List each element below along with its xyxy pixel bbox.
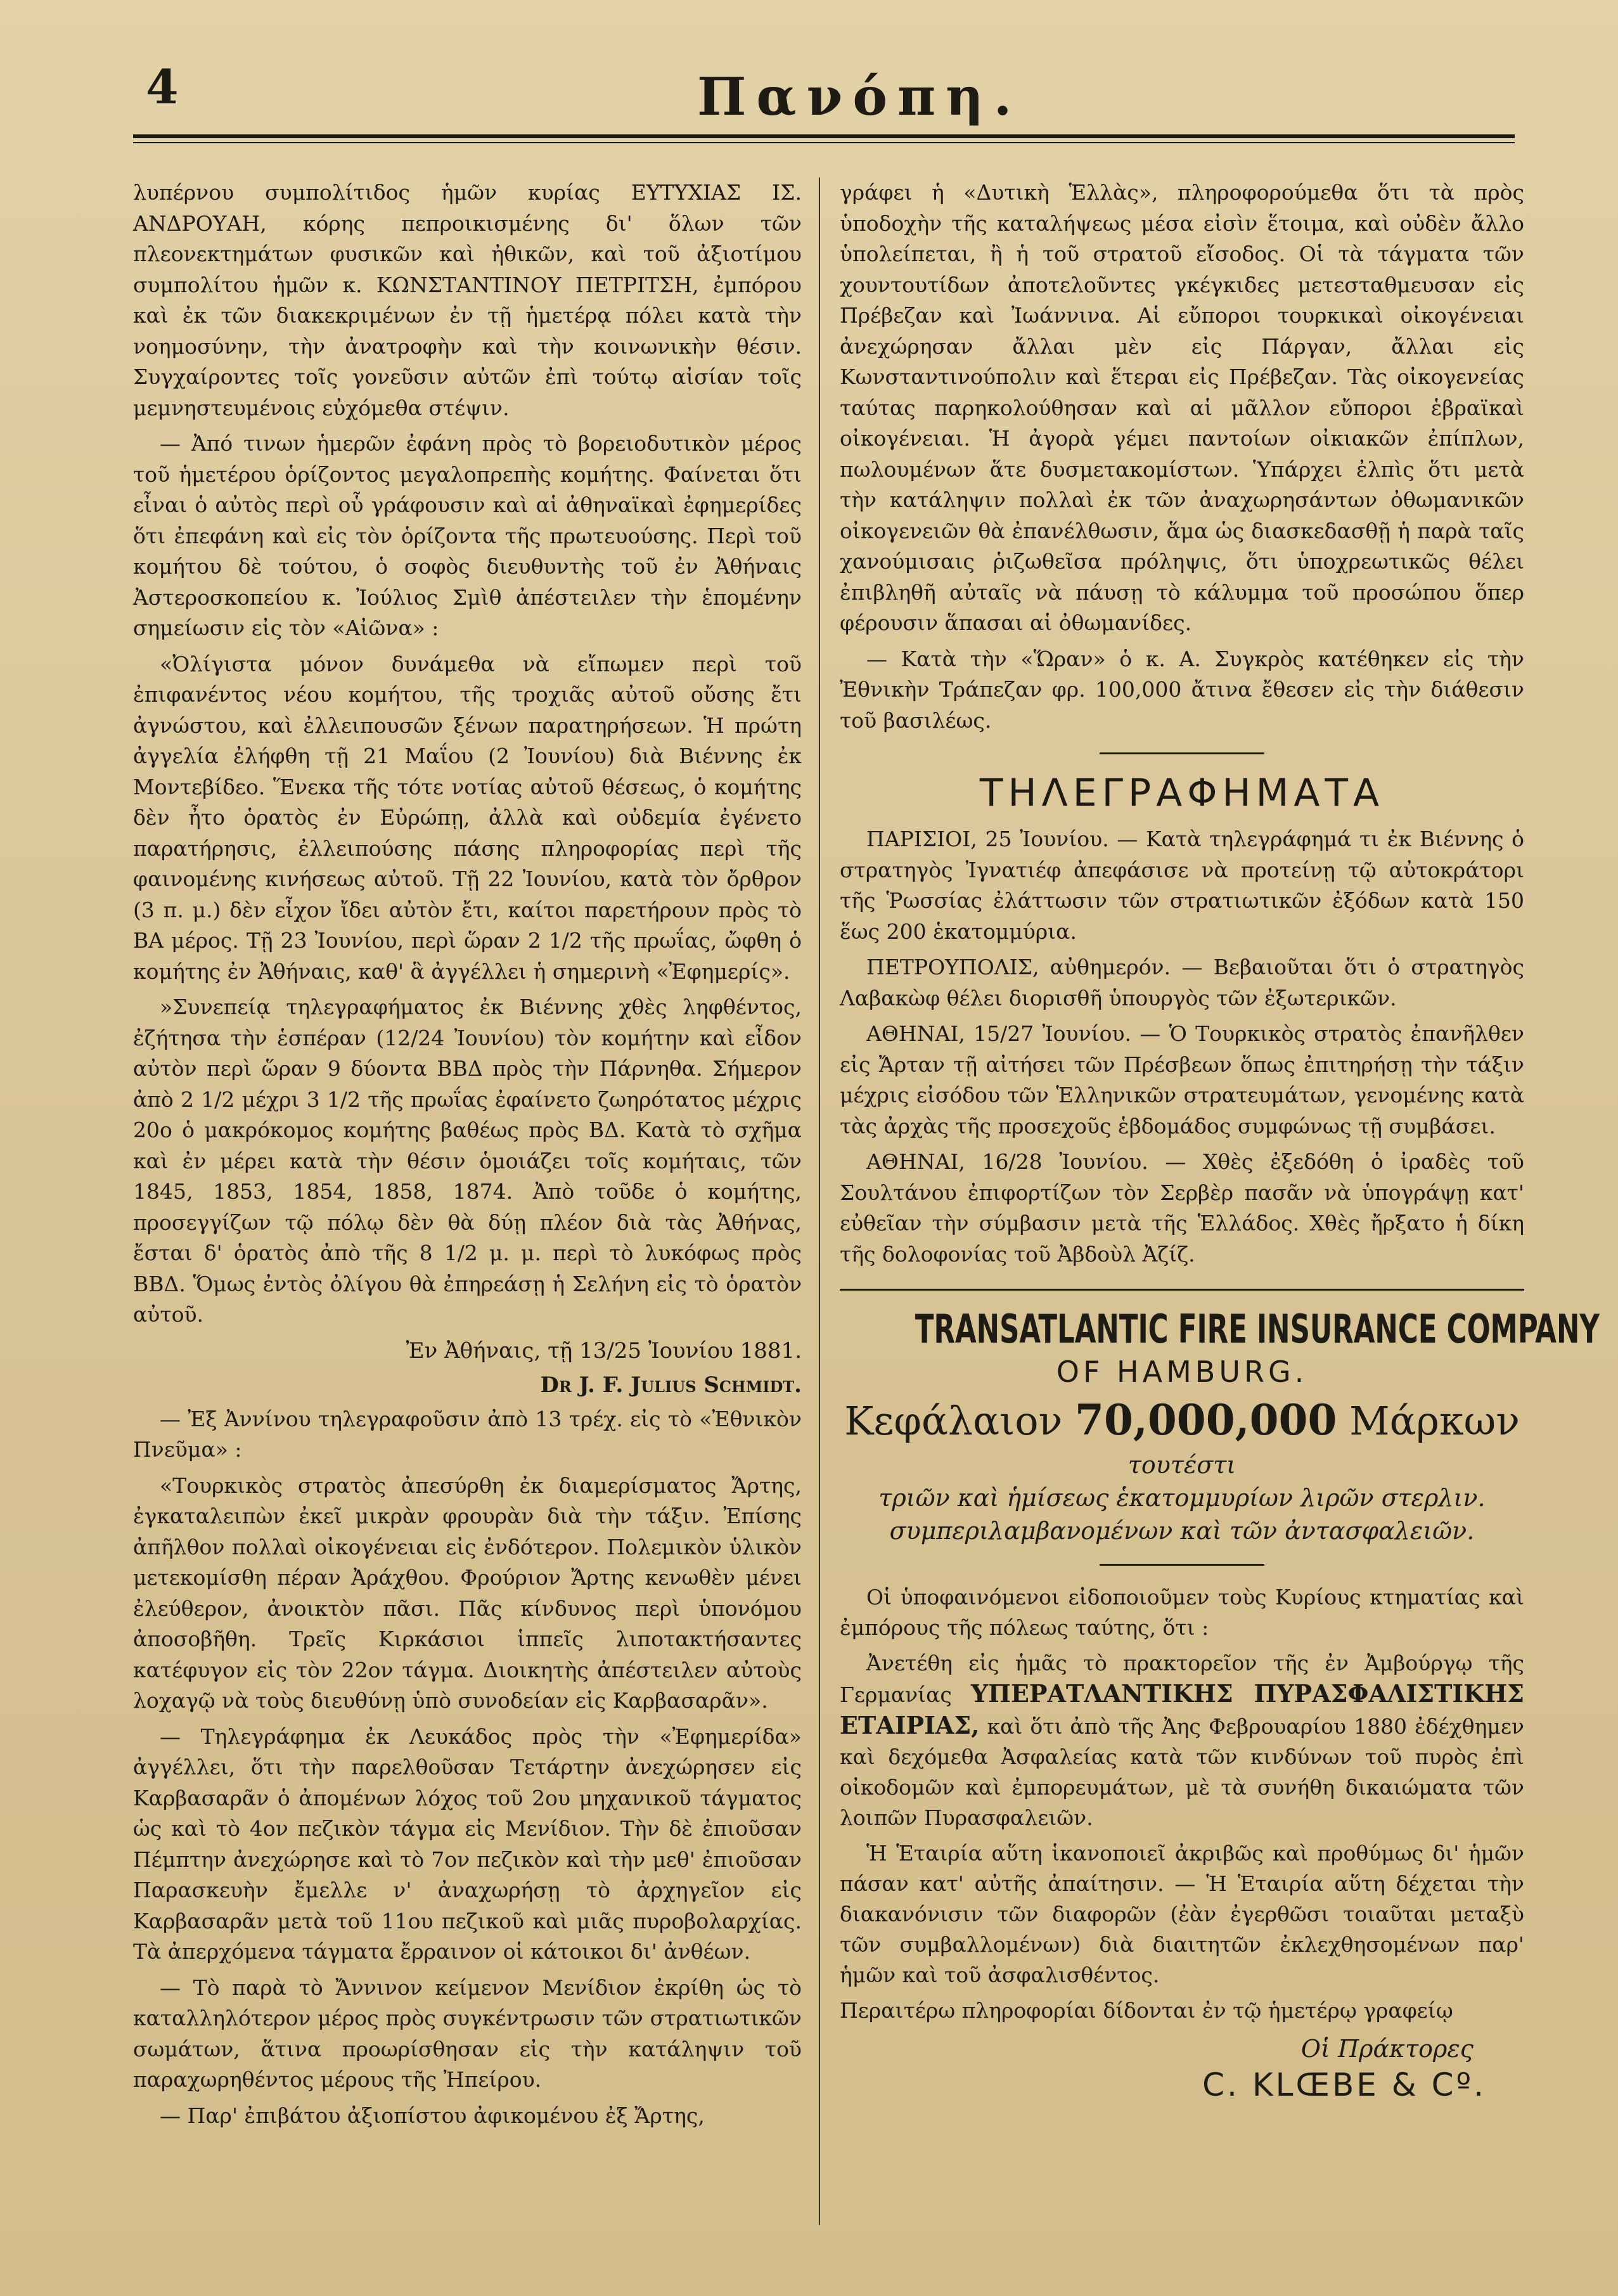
ioannina-telegram-text: «Τουρκικὸς στρατὸς ἀπεσύρθη ἐκ διαμερίσματος Ἄρτης, ἐγκαταλειπὼν ἐκεῖ μικρὰν φρουρὰν διὰ τὴν τάξιν. Ἐπίσης ἀπῆλθον πολλαὶ οἰκογένειαι εἰς ἐνδότερον. Πολεμικὸν ὑλικὸν μετεκομίσθη πέραν Ἀράχθου. Φρούριον Ἄρτης κενωθὲν μένει ἐλεύθερον, ἀνοικτὸν πᾶσι. Πᾶς κίνδυνος περὶ ὑπονόμου ἀποσοβῆθη. Τρεῖς Κιρκάσιοι ἱππεῖς λιποτακτήσαντες κατέφυγον εἰς τὸν 22ον τάγμα. Διοικητὴς ἀπέστειλεν αὐτοὺς λοχαγῷ νὰ τοὺς διευθύνῃ ὑπὸ συνοδείαν εἰς Καρβασαρᾶν». bbox=[133, 1473, 802, 1713]
ad-line-3: συμπεριλαμβανομένων καὶ τῶν ἀντασφαλειῶν. bbox=[889, 1517, 1475, 1545]
ioannina-telegram-intro: — Ἐξ Ἀννίνου τηλεγραφοῦσιν ἀπὸ 13 τρέχ. εἰς τὸ «Ἐθνικὸν Πνεῦμα» : bbox=[133, 1406, 802, 1462]
masthead-rule bbox=[133, 134, 1515, 138]
ad-capital-unit: Μάρκων bbox=[1349, 1398, 1520, 1444]
ad-company-title: TRANSATLANTIC FIRE INSURANCE COMPANY bbox=[915, 1306, 1600, 1352]
right-column bbox=[840, 177, 1600, 2103]
ad-paragraph-2-end: καὶ ὅτι ἀπὸ τῆς Ἀης Φεβρουαρίου 1880 ἐδέχθημεν καὶ δεχόμεθα Ἀσφαλείας κατὰ τῶν κινδύνων τοῦ πυρὸς ἐπὶ οἰκοδομῶν καὶ ἐμπορευμάτων, μὲ τὰ συνήθη δικαιώματα τῶν λοιπῶν Πυρασφαλειῶν. bbox=[840, 1714, 1524, 1830]
ad-line-1: τουτέστι bbox=[1127, 1451, 1236, 1479]
comet-article-intro: — Ἀπό τινων ἡμερῶν ἐφάνη πρὸς τὸ βορειοδυτικὸν μέρος τοῦ ἡμετέρου ὁρίζοντος μεγαλοπρεπὴς κομήτης. Φαίνεται ὅτι εἶναι ὁ αὐτὸς περὶ οὗ γράφουσιν καὶ αἱ ἀθηναϊκαὶ ἐφημερίδες ὅτι ἐπεφάνη καὶ εἰς τὸν ὁρίζοντα τῆς πρωτευούσης. Περὶ τοῦ κομήτου δὲ τούτου, ὁ σοφὸς διευθυντὴς τοῦ ἐν Ἀθήναις Ἀστεροσκοπείου κ. Ἰούλιος Σμὶθ ἀπέστειλεν τὴν ἑπομένην σημείωσιν εἰς τὸν «Αἰῶνα» : bbox=[133, 431, 802, 640]
signature-author: Dr J. F. Julius Schmidt. bbox=[540, 1372, 802, 1398]
ad-paragraph-4: Περαιτέρω πληροφορίαι δίδονται ἐν τῷ ἡμετέρῳ γραφείῳ bbox=[840, 1998, 1453, 2023]
ad-body bbox=[840, 1582, 1524, 2026]
comet-report-part1: «Ὀλίγιστα μόνον δυνάμεθα νὰ εἴπωμεν περὶ τοῦ ἐπιφανέντος νέου κομήτου, τῆς τροχιᾶς αὐτοῦ οὔσης ἔτι ἀγνώστου, καὶ ἐλλειπουσῶν ξένων παρατηρήσεων. Ἡ πρώτη ἀγγελία ἐλήφθη τῇ 21 Μαΐου (2 Ἰουνίου) διὰ Βιέννης ἐκ Μοντεβίδεο. Ἕνεκα τῆς τότε νοτίας αὐτοῦ θέσεως, ὁ κομήτης δὲν ἦτο ὁρατὸς ἐν Εὐρώπῃ, ἀλλὰ καὶ οὐδεμία ἐγένετο παρατήρησις, ἐλλειπούσης πάσης πληροφορίας περὶ τῆς φαινομένης κινήσεως αὐτοῦ. Τῇ 22 Ἰουνίου, κατὰ τὸν ὄρθρον (3 π. μ.) δὲν εἶχον ἴδει αὐτὸν ἔτι, καίτοι παρετήρουν πρὸς τὸ ΒΑ μέρος. Τῇ 23 Ἰουνίου, περὶ ὥραν 2 1/2 τῆς πρωΐας, ὤφθη ὁ κομήτης ἐν Ἀθήναις, καθ' ἃ ἀγγέλλει ἡ σημερινὴ «Ἐφημερίς». bbox=[133, 651, 802, 984]
comet-report-part2: »Συνεπείᾳ τηλεγραφήματος ἐκ Βιέννης χθὲς ληφθέντος, ἐζήτησα τὴν ἑσπέραν (12/24 Ἰουνίου) τὸν κομήτην καὶ εἶδον αὐτὸν περὶ ὥραν 9 δύοντα ΒΒΔ πρὸς τὴν Πάρνηθα. Σήμερον ἀπὸ 2 1/2 μέχρι 3 1/2 τῆς πρωΐας ἐφαίνετο ζωηρότατος μέχρις 20ο ὁ μακρόκομος κομήτης βαθέως πρὸς ΒΔ. Κατὰ τὸ σχῆμα καὶ ἐν μέρει κατὰ τὴν θέσιν ὁμοιάζει τοῖς κομήταις, τῶν 1845, 1853, 1854, 1858, 1874. Ἀπὸ τοῦδε ὁ κομήτης, προσεγγίζων τῷ πόλῳ δὲν θὰ δύῃ πλέον διὰ τὰς Ἀθήνας, ἔσται δ' ὁρατὸς ἀπὸ τῆς 8 1/2 μ. μ. περὶ τὸ λυκόφως πρὸς ΒΒΔ. Ὅμως ἐντὸς ὀλίγου θὰ ἐπηρεάσῃ ἡ Σελήνη εἰς τὸ ὁρατὸν αὐτοῦ. bbox=[133, 995, 802, 1327]
ad-paragraph-1: Οἱ ὑποφαινόμενοι εἰδοποιοῦμεν τοὺς Κυρίους κτηματίας καὶ ἐμπόρους τῆς πόλεως ταύτης, ὅτι : bbox=[840, 1585, 1524, 1640]
ad-company-subtitle: OF HAMBURG. bbox=[1056, 1355, 1308, 1389]
masthead bbox=[0, 0, 1618, 146]
ad-capital-label: Κεφάλαιον bbox=[844, 1398, 1063, 1444]
ad-paragraph-2-start: Ἀνετέθη εἰς ἡμᾶς τὸ πρακτορεῖον τῆς ἐν Ἀμβούργῳ τῆς Γερμανίας bbox=[840, 1651, 1524, 1707]
telegram-petersburg: ΠΕΤΡΟΥΠΟΛΙΣ, αὐθημερόν. — Βεβαιοῦται ὅτι ὁ στρατηγὸς Λαβακὼφ θέλει διορισθῆ ὑπουργὸς τῶν ἐξωτερικῶν. bbox=[840, 955, 1524, 1010]
ad-paragraph-2 bbox=[840, 1648, 1524, 1833]
syngros-donation: — Κατὰ τὴν «Ὥραν» ὁ κ. Α. Συγκρὸς κατέθηκεν εἰς τὴν Ἐθνικὴν Τράπεζαν φρ. 100,000 ἄτινα ἔθεσεν εἰς τὴν διάθεσιν τοῦ βασιλέως. bbox=[840, 646, 1524, 733]
masthead-rule-thin bbox=[133, 142, 1515, 143]
left-column bbox=[133, 177, 802, 2136]
ad-paragraph-3: Ἡ Ἑταιρία αὕτη ἱκανοποιεῖ ἀκριβῶς καὶ προθύμως δι' ἡμῶν πάσαν κατ' αὐτῆς ἀπαίτησιν. — Ἡ Ἑταιρία αὕτη δέχεται τὴν διακανόνισιν τῶν διαφορῶν (ἐὰν ἐγερθῶσι τοιαῦται μεταξὺ τῶν συμβαλλομένων) διὰ διαιτητῶν ἐκλεχθησομένων παρ' ἡμῶν καὶ τοῦ ἀσφαλισθέντος. bbox=[840, 1841, 1524, 1987]
insurance-advertisement bbox=[840, 1289, 1600, 2103]
signature-place-date: Ἐν Ἀθήναις, τῇ 13/25 Ἰουνίου 1881. bbox=[406, 1338, 802, 1364]
telegram-athens-2: ΑΘΗΝΑΙ, 16/28 Ἰουνίου. — Χθὲς ἐξεδόθη ὁ ἰραδὲς τοῦ Σουλτάνου ἐπιφορτίζων τὸν Σερβὲρ πασᾶν νὰ ὑπογράψῃ κατ' εὐθεῖαν τὴν σύμβασιν μετὰ τῆς Ἑλλάδος. Χθὲς ἤρξατο ἡ δίκη τῆς δολοφονίας τοῦ Ἀβδοὺλ Ἀζίζ. bbox=[840, 1149, 1524, 1267]
menidi-notice: — Τὸ παρὰ τὸ Ἄννινον κείμενον Μενίδιον ἐκρίθη ὡς τὸ καταλληλότερον μέρος πρὸς συγκέντρωσιν τῶν στρατιωτικῶν σωμάτων, ἅτινα προωρίσθησαν εἰς τὴν κατάληψιν τοῦ παραχωρηθέντος μέρους τῆς Ἠπείρου. bbox=[133, 1975, 802, 2092]
telegram-paris: ΠΑΡΙΣΙΟΙ, 25 Ἰουνίου. — Κατὰ τηλεγράφημά τι ἐκ Βιέννης ὁ στρατηγὸς Ἰγνατιέφ ἀπεφάσισε νὰ προτείνῃ τῷ αὐτοκράτορι τῆς Ῥωσσίας ἐλάττωσιν τῶν στρατιωτικῶν ἐξόδων κατὰ 150 ἕως 200 ἑκατομμύρια. bbox=[840, 827, 1524, 944]
telegram-athens-1: ΑΘΗΝΑΙ, 15/27 Ἰουνίου. — Ὁ Τουρκικὸς στρατὸς ἐπανῆλθεν εἰς Ἄρταν τῇ αἰτήσει τῶν Πρέσβεων ὅπως ἐπιτηρήσῃ τὴν τάξιν μέχρις εἰσόδου τῶν Ἑλληνικῶν στρατευμάτων, γενομένης κατὰ τὰς ἀρχὰς τῆς προσεχοῦς ἑβδομάδος συμφώνως τῇ συμβάσει. bbox=[840, 1021, 1524, 1138]
page-number: 4 bbox=[146, 60, 179, 115]
engagement-notice: λυπέρνου συμπολίτιδος ἡμῶν κυρίας ΕΥΤΥΧΙΑΣ ΙΣ. ΑΝΔΡΟΥΑΗ, κόρης πεπροικισμένης δι' ὅλων τῶν πλεονεκτημάτων φυσικῶν καὶ ἠθικῶν, καὶ τοῦ ἀξιοτίμου συμπολίτου ἡμῶν κ. ΚΩΝΣΤΑΝΤΙΝΟΥ ΠΕΤΡΙΤΣΗ, ἐμπόρου καὶ ἐκ τῶν διακεκριμένων ἐν τῇ ἡμετέρᾳ πόλει κατὰ τὴν νοημοσύνην, τὴν ἀνατροφὴν καὶ τὴν κοινωνικὴν θέσιν. Συγχαίροντες τοῖς γονεῦσιν αὐτῶν ἐπὶ τούτῳ αἰσίαν τοῖς μεμνηστευμένοις εὐχόμεθα στέψιν. bbox=[133, 180, 802, 420]
section-separator bbox=[1100, 752, 1264, 754]
ad-capital bbox=[840, 1395, 1524, 1445]
newspaper-title: Πανόπη. bbox=[697, 67, 1022, 127]
ad-firm-name: C. KLŒBE & Cº. bbox=[1202, 2067, 1486, 2103]
arta-report-continued: γράφει ἡ «Δυτικὴ Ἑλλὰς», πληροφορούμεθα ὅτι τὰ πρὸς ὑποδοχὴν τῆς καταλήψεως μέσα εἰσὶν ἕτοιμα, καὶ οὐδὲν ἄλλο ὑπολείπεται, ἢ ἡ τοῦ στρατοῦ εἴσοδος. Οἱ τὰ τάγματα τῶν χουντουτίδων ἀποτελοῦντες γκέγκιδες μετεσταθμευσαν εἰς Πρέβεζαν καὶ Ἰωάννινα. Αἱ εὔποροι τουρκικαὶ οἰκογένειαι ἀνεχώρησαν ἄλλαι μὲν εἰς Πάργαν, ἄλλαι εἰς Κωνσταντινούπολιν καὶ ἕτεραι εἰς Πρέβεζαν. Τὰς οἰκογενείας ταύτας παρηκολούθησαν καὶ αἱ μᾶλλον εὔποροι ἑβραϊκαὶ οἰκογένειαι. Ἡ ἀγορὰ γέμει παντοίων οἰκιακῶν ἐπίπλων, πωλουμένων ἅτε δυσμετακομίστων. Ὑπάρχει ἐλπὶς ὅτι μετὰ τὴν κατάληψιν πολλαὶ ἐκ τῶν ἀναχωρησάντων ὀθωμανικῶν οἰκογενειῶν θὰ ἐπανέλθωσιν, ἅμα ὡς διασκεδασθῇ ἡ παρὰ ταῖς χανούμισαις ῥιζωθεῖσα πρόληψις, ὅτι ὑποχρεωτικῶς θέλει ἐπιβληθῆ αὐταῖς νὰ πάυσῃ τὸ κάλυμμα τοῦ προσώπου ὅπερ φέρουσιν ἅπασαι αἱ ὀθωμανίδες. bbox=[840, 180, 1524, 635]
arta-report-start: — Παρ' ἐπιβάτου ἀξιοπίστου ἀφικομένου ἐξ Ἄρτης, bbox=[160, 2103, 705, 2128]
ad-separator bbox=[1100, 1564, 1264, 1566]
ad-capital-amount: 70,000,000 bbox=[1075, 1395, 1337, 1445]
lefkada-telegram: — Τηλεγράφημα ἐκ Λευκάδος πρὸς τὴν «Ἐφημερίδα» ἀγγέλλει, ὅτι τὴν παρελθοῦσαν Τετάρτην ἀνεχώρησεν εἰς Καρβασαρᾶν ὁ ἀπομένων λόχος τοῦ 2ου μηχανικοῦ τάγματος ὡς καὶ τὸ 4ον πεζικὸν τάγμα εἰς Μενίδιον. Τὴν δὲ ἐπιοῦσαν Πέμπτην ἀνεχώρησε καὶ τὸ 7ον πεζικὸν καὶ τὴν μεθ' ἐπιοῦσαν Παρασκευὴν ἔμελλε ν' ἀναχωρήσῃ τὸ ἀρχηγεῖον εἰς Καρβασαρᾶν μετὰ τοῦ 11ου πεζικοῦ καὶ μιᾶς πυροβολαρχίας. Τὰ ἀπερχόμενα τάγματα ἔρραινον οἱ κάτοικοι δι' ἀνθέων. bbox=[133, 1724, 802, 1964]
ad-line-2: τριῶν καὶ ἡμίσεως ἑκατομμυρίων λιρῶν στερλιν. bbox=[878, 1484, 1486, 1512]
column-divider bbox=[819, 177, 820, 2225]
ad-company-greek: ΥΠΕΡΑΤΛΑΝΤΙΚΗΣ ΠΥΡΑΣΦΑΛΙΣΤΙΚΗΣ ΕΤΑΙΡΙΑΣ, bbox=[840, 1679, 1524, 1739]
telegrams-heading: ΤΗΛΕΓΡΑΦΗΜΑΤΑ bbox=[979, 771, 1385, 815]
ad-agents-label: Οἱ Πράκτορες bbox=[1300, 2035, 1474, 2063]
